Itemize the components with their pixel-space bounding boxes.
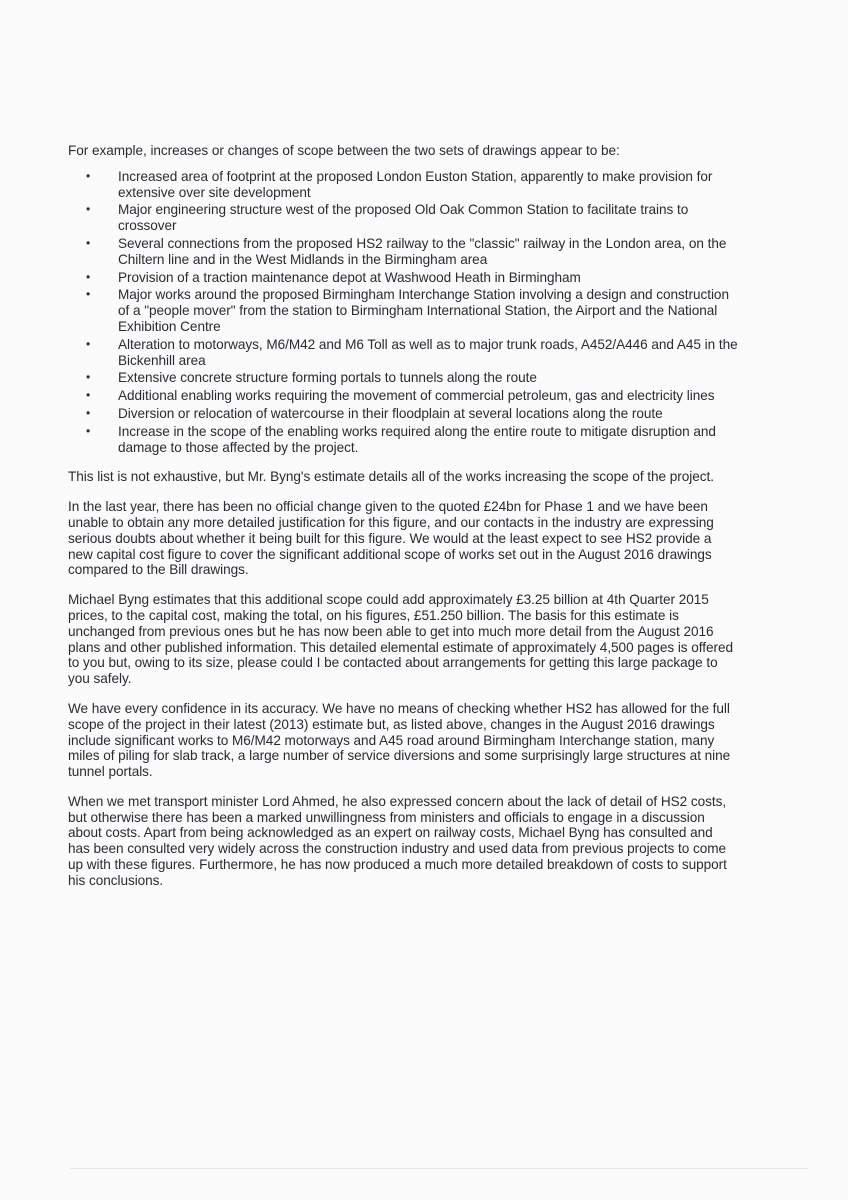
list-item — [86, 424, 738, 456]
bullet-icon: • — [86, 423, 91, 438]
scope-change-list — [86, 169, 738, 456]
bullet-icon: • — [86, 168, 91, 183]
bullet-icon: • — [86, 202, 91, 217]
letter-body — [68, 143, 738, 889]
bullet-icon: • — [86, 235, 91, 250]
bullet-icon: • — [86, 336, 91, 351]
body-paragraph: In the last year, there has been no official change given to the quoted £24bn for Phase 1 and we have been unable to obtain any more detailed justification for this figure, and our contacts in the industry are expressing serious doubts about whether it being built for this figure. We would at the least expect to see HS2 provide a new capital cost figure to cover the significant additional scope of works set out in the August 2016 drawings compared to the Bill drawings. — [68, 499, 714, 578]
list-item — [86, 406, 738, 422]
bullet-icon: • — [86, 269, 91, 284]
list-item — [86, 236, 738, 268]
scan-edge-divider — [70, 1168, 808, 1169]
list-item-text: Additional enabling works requiring the movement of commercial petroleum, gas and electricity lines — [118, 388, 715, 404]
list-item — [86, 337, 738, 369]
list-item-text: Extensive concrete structure forming portals to tunnels along the route — [118, 370, 537, 386]
bullet-icon: • — [86, 370, 91, 385]
list-item-text: Several connections from the proposed HS2 railway to the "classic" railway in the London area, on the Chiltern line and in the West Midlands in the Birmingham area — [118, 235, 727, 267]
body-paragraph: When we met transport minister Lord Ahmed, he also expressed concern about the lack of detail of HS2 costs, but otherwise there has been a marked unwillingness from ministers and officials to engage in a discussion about costs. Apart from being acknowledged as an expert on railway costs, Michael Byng has consulted and has been consulted very widely across the construction industry and used data from previous projects to come up with these figures. Furthermore, he has now produced a much more detailed breakdown of costs to support his conclusions. — [68, 793, 727, 888]
bullet-icon: • — [86, 287, 91, 302]
list-item — [86, 270, 738, 286]
body-paragraph: This list is not exhaustive, but Mr. Byng's estimate details all of the works increasing the scope of the project. — [68, 469, 714, 485]
list-item-text: Provision of a traction maintenance depot at Washwood Heath in Birmingham — [118, 269, 581, 285]
list-item-text: Increase in the scope of the enabling works required along the entire route to mitigate disruption and damage to those affected by the project. — [118, 423, 716, 455]
list-item-text: Major works around the proposed Birmingham Interchange Station involving a design and construction of a "people mover" from the station to Birmingham International Station, the Airport and the National Exhibition Centre — [118, 287, 729, 334]
list-item-text: Diversion or relocation of watercourse in their floodplain at several locations along the route — [118, 405, 663, 421]
list-item-text: Alteration to motorways, M6/M42 and M6 Toll as well as to major trunk roads, A452/A446 and A45 in the Bickenhill area — [118, 336, 738, 368]
bullet-icon: • — [86, 388, 91, 403]
list-item-text: Major engineering structure west of the proposed Old Oak Common Station to facilitate trains to crossover — [118, 202, 689, 234]
bullet-icon: • — [86, 405, 91, 420]
list-item — [86, 169, 738, 201]
list-item — [86, 202, 738, 234]
list-item — [86, 287, 738, 334]
intro-paragraph: For example, increases or changes of scope between the two sets of drawings appear to be: — [68, 143, 620, 158]
list-item-text: Increased area of footprint at the proposed London Euston Station, apparently to make provision for extensive over site development — [118, 168, 713, 200]
list-item — [86, 370, 738, 386]
list-item — [86, 388, 738, 404]
body-paragraph: We have every confidence in its accuracy. We have no means of checking whether HS2 has allowed for the full scope of the project in their latest (2013) estimate but, as listed above, changes in the August 2016 drawings include significant works to M6/M42 motorways and A45 road around Birmingham Interchange station, many miles of piling for slab track, a large number of service diversions and some surprisingly large structures at nine tunnel portals. — [68, 700, 731, 780]
body-paragraph: Michael Byng estimates that this additional scope could add approximately £3.25 billion at 4th Quarter 2015 prices, to the capital cost, making the total, on his figures, £51.250 billion. The basis for this estimate is unchanged from previous ones but he has now been able to get into much more detail from the August 2016 plans and other published information. This detailed elemental estimate of approximately 4,500 pages is offered to you but, owing to its size, please could I be contacted about arrangements for getting this large package to you safely. — [68, 592, 733, 687]
